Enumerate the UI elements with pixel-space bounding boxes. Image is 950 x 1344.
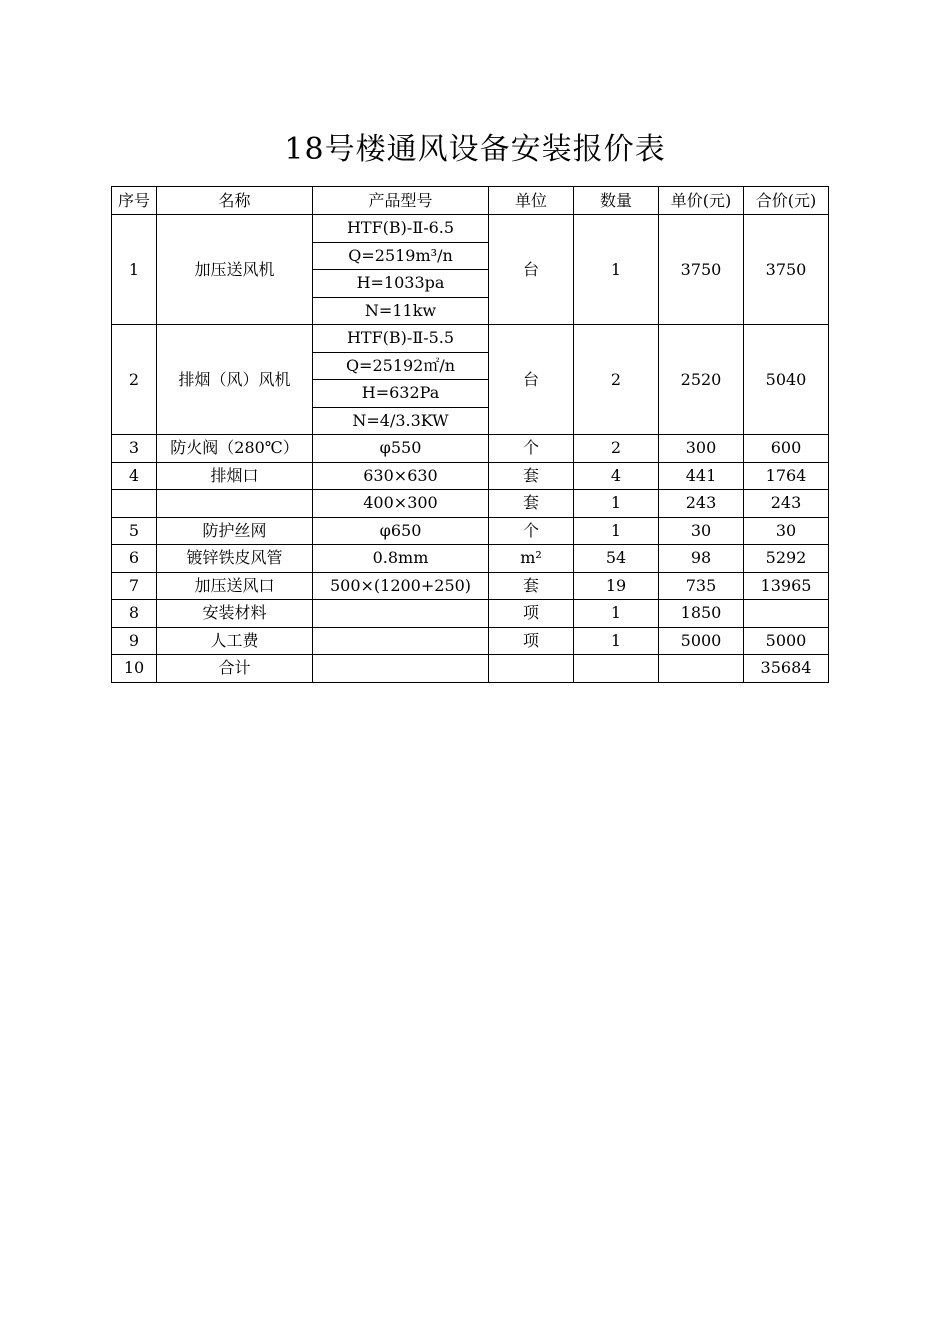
cell-unit: 套 (489, 572, 574, 600)
cell-no: 9 (112, 627, 157, 655)
cell-price: 735 (659, 572, 744, 600)
cell-total: 5292 (744, 545, 829, 573)
cell-name: 防护丝网 (157, 517, 313, 545)
cell-no: 8 (112, 600, 157, 628)
cell-total (744, 600, 829, 628)
table-row (112, 545, 829, 573)
table-row (112, 627, 829, 655)
cell-price: 30 (659, 517, 744, 545)
header-qty: 数量 (574, 187, 659, 215)
cell-price: 5000 (659, 627, 744, 655)
cell-model: HTF(B)-Ⅱ-5.5 (313, 325, 489, 353)
cell-no: 3 (112, 435, 157, 463)
cell-unit (489, 655, 574, 683)
cell-qty: 2 (574, 325, 659, 435)
cell-no: 10 (112, 655, 157, 683)
cell-qty (574, 655, 659, 683)
cell-model: 630×630 (313, 462, 489, 490)
cell-total: 5000 (744, 627, 829, 655)
cell-total: 5040 (744, 325, 829, 435)
cell-name: 镀锌铁皮风管 (157, 545, 313, 573)
cell-name: 安装材料 (157, 600, 313, 628)
cell-price: 3750 (659, 215, 744, 325)
cell-price: 243 (659, 490, 744, 518)
table-row (112, 435, 829, 463)
cell-total: 30 (744, 517, 829, 545)
cell-total: 13965 (744, 572, 829, 600)
cell-price: 2520 (659, 325, 744, 435)
cell-no: 5 (112, 517, 157, 545)
cell-model: φ650 (313, 517, 489, 545)
cell-name: 人工费 (157, 627, 313, 655)
cell-qty: 1 (574, 490, 659, 518)
cell-no: 1 (112, 215, 157, 325)
cell-model: Q=2519m³/n (313, 242, 489, 270)
cell-model: Q=25192㎡/n (313, 352, 489, 380)
cell-no: 6 (112, 545, 157, 573)
cell-model: 500×(1200+250) (313, 572, 489, 600)
cell-total: 3750 (744, 215, 829, 325)
table-row (112, 490, 829, 518)
cell-model (313, 600, 489, 628)
quotation-table (111, 186, 829, 683)
cell-name: 加压送风口 (157, 572, 313, 600)
cell-model (313, 627, 489, 655)
table-row (112, 325, 829, 353)
table-row (112, 572, 829, 600)
header-no: 序号 (112, 187, 157, 215)
table-row-total (112, 655, 829, 683)
cell-unit: 套 (489, 462, 574, 490)
cell-name: 防火阀（280℃） (157, 435, 313, 463)
cell-price: 1850 (659, 600, 744, 628)
table-row (112, 462, 829, 490)
cell-unit: 台 (489, 325, 574, 435)
cell-qty: 19 (574, 572, 659, 600)
cell-unit: 项 (489, 600, 574, 628)
cell-price (659, 655, 744, 683)
cell-qty: 1 (574, 627, 659, 655)
cell-price: 98 (659, 545, 744, 573)
cell-model: H=632Pa (313, 380, 489, 408)
cell-qty: 4 (574, 462, 659, 490)
cell-total: 600 (744, 435, 829, 463)
cell-model (313, 655, 489, 683)
cell-qty: 54 (574, 545, 659, 573)
cell-qty: 1 (574, 517, 659, 545)
header-model: 产品型号 (313, 187, 489, 215)
cell-no: 2 (112, 325, 157, 435)
cell-model: φ550 (313, 435, 489, 463)
table-row (112, 600, 829, 628)
cell-qty: 2 (574, 435, 659, 463)
cell-name: 加压送风机 (157, 215, 313, 325)
table-row (112, 517, 829, 545)
cell-total: 35684 (744, 655, 829, 683)
header-name: 名称 (157, 187, 313, 215)
cell-name: 排烟（风）风机 (157, 325, 313, 435)
header-unit: 单位 (489, 187, 574, 215)
cell-unit: 台 (489, 215, 574, 325)
cell-name (157, 490, 313, 518)
header-total: 合价(元) (744, 187, 829, 215)
cell-unit: 项 (489, 627, 574, 655)
cell-no: 7 (112, 572, 157, 600)
cell-price: 441 (659, 462, 744, 490)
cell-no: 4 (112, 462, 157, 490)
cell-name: 排烟口 (157, 462, 313, 490)
table-header-row (112, 187, 829, 215)
cell-qty: 1 (574, 600, 659, 628)
cell-unit: m² (489, 545, 574, 573)
cell-name: 合计 (157, 655, 313, 683)
table-row (112, 215, 829, 243)
cell-model: 400×300 (313, 490, 489, 518)
cell-unit: 个 (489, 517, 574, 545)
cell-model: HTF(B)-Ⅱ-6.5 (313, 215, 489, 243)
cell-total: 1764 (744, 462, 829, 490)
cell-qty: 1 (574, 215, 659, 325)
cell-total: 243 (744, 490, 829, 518)
document-title: 18号楼通风设备安装报价表 (284, 132, 666, 167)
cell-model: N=4/3.3KW (313, 407, 489, 435)
header-price: 单价(元) (659, 187, 744, 215)
cell-model: 0.8mm (313, 545, 489, 573)
cell-model: N=11kw (313, 297, 489, 325)
cell-unit: 个 (489, 435, 574, 463)
cell-price: 300 (659, 435, 744, 463)
cell-no (112, 490, 157, 518)
cell-model: H=1033pa (313, 270, 489, 298)
cell-unit: 套 (489, 490, 574, 518)
